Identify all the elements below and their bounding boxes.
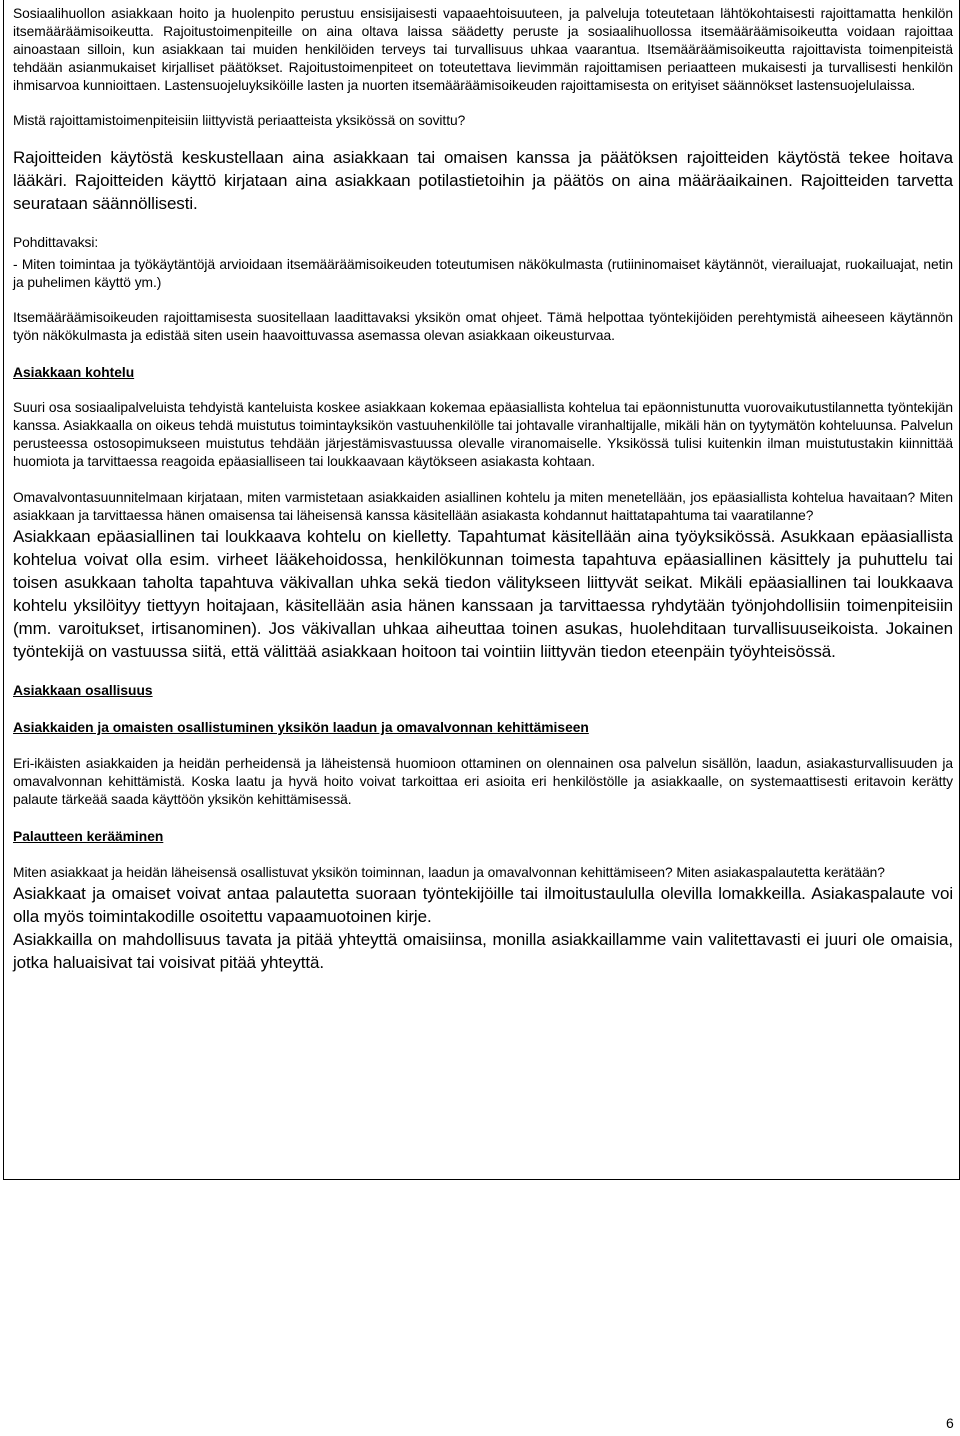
heading-osallistuminen: Asiakkaiden ja omaisten osallistuminen yksikön laadun ja omavalvonnan kehittämiseen [13, 720, 589, 735]
question-appropriate-treatment: Omavalvontasuunnitelmaan kirjataan, miten varmistetaan asiakkaiden asiallinen kohtelu ja miten menetellään, jos epäasiallista kohtelua havaitaan? Miten asiakkaan ja tarvittaessa hänen omaisensa tai läheisensä kanssa käsitellään asiakasta kohdannut haittatapahtuma tai vaaratilanne? [13, 490, 953, 523]
paragraph-own-guidelines: Itsemääräämisoikeuden rajoittamisesta suositellaan laadittavaksi yksikön omat ohjeet. Tämä helpottaa työntekijöiden perehtymistä aiheeseen käytännön työn näkökulmasta ja edistää siten usein haavoittuvassa asemassa olevan asiakkaan oikeusturvaa. [13, 310, 953, 343]
answer-feedback-contacts: Asiakkailla on mahdollisuus tavata ja pitää yhteyttä omaisiinsa, monilla asiakkaillamme vain valitettavasti ei juuri ole omaisia, jotka haluaisivat tai voisivat pitää yhteyttä. [13, 930, 953, 972]
answer-feedback-forms: Asiakkaat ja omaiset voivat antaa palautetta suoraan työntekijöille tai ilmoitustaululla olevilla lomakkeilla. Asiakaspalaute voi olla myös toimintakodille osoitettu vapaamuotoinen kirje. [13, 884, 953, 926]
answer-appropriate-treatment: Asiakkaan epäasiallinen tai loukkaava kohtelu on kielletty. Tapahtumat käsitellään aina työyksikössä. Asukkaan epäasiallista kohtelua voivat olla esim. virheet lääkehoidossa, henkilökunnan toimesta tapahtuva epäasiallinen käsittely ja puhuttelu tai toisen asukkaan taholta tapahtuva väkivallan uhka sekä tiedon välitykseen liittyvät seikat. Mikäli epäasiallinen tai loukkaava kohtelu yksilöityy tiettyyn hoitajaan, käsitellään asia hänen kanssaan ja tarvittaessa ryhdytään työnjohdollisiin toimenpiteisiin (mm. varoitukset, irtisanominen). Jos väkivallan uhkaa aiheuttaa toinen asukas, huolehditaan turvallisuuseikoista. Jokainen työntekijä on vastuussa siitä, että välittää asiakkaan hoitoon tai vointiin liittyvän tiedon eteenpäin työyhteisössä. [13, 527, 953, 661]
page-number: 6 [946, 1415, 954, 1431]
heading-asiakkaan-kohtelu: Asiakkaan kohtelu [13, 365, 135, 380]
heading-asiakkaan-osallisuus: Asiakkaan osallisuus [13, 683, 153, 698]
content-frame [3, 0, 960, 1180]
pohdittavaksi-label: Pohdittavaksi: [13, 235, 99, 250]
answer-restriction-principles: Rajoitteiden käytöstä keskustellaan aina asiakkaan tai omaisen kanssa ja päätöksen rajoitteiden käytöstä tekee hoitava lääkäri. Rajoitteiden käyttö kirjataan aina asiakkaan potilastietoihin ja päätös on aina määräaikainen. Rajoitteiden tarvetta seurataan säännöllisesti. [13, 148, 953, 213]
heading-palautteen-kerääminen: Palautteen kerääminen [13, 829, 164, 844]
content-area [13, 5, 953, 974]
question-feedback: Miten asiakkaat ja heidän läheisensä osallistuvat yksikön toiminnan, laadun ja omavalvonnan kehittämiseen? Miten asiakaspalautetta kerätään? [13, 865, 885, 880]
paragraph-participation: Eri-ikäisten asiakkaiden ja heidän perheidensä ja läheistensä huomioon ottaminen on olennainen osa palvelun sisällön, laadun, asiakasturvallisuuden ja omavalvonnan kehittämistä. Koska laatu ja hyvä hoito voivat tarkoittaa eri asioita eri henkilöstölle ja asiakkaalle, on systemaattisesti eritavoin kerätty palaute tärkeää saada käyttöön yksikön kehittämisessä. [13, 756, 953, 807]
question-restriction-principles: Mistä rajoittamistoimenpiteisiin liittyvistä periaatteista yksikössä on sovittu? [13, 113, 466, 128]
paragraph-complaints: Suuri osa sosiaalipalveluista tehdyistä kanteluista koskee asiakkaan kokemaa epäasiallista kohtelua tai epäonnistunutta vuorovaikutustilannetta työntekijän kanssa. Asiakkaalla on oikeus tehdä muistutus toimintayksikön vastuuhenkilölle tai johtavalle viranhaltijalle, mikäli hän on tyytymätön kohteluunsa. Palvelun perusteessa ostosopimukseen muistutus tehdään järjestämisvastuussa olevalle viranomaiselle. Yksikössä tulisi kuitenkin ilman muistutustakin kiinnittää huomiota ja tarvittaessa reagoida epäasialliseen tai loukkaavaan käytökseen asiakasta kohtaan. [13, 400, 953, 469]
paragraph-restrictions-intro: Sosiaalihuollon asiakkaan hoito ja huolenpito perustuu ensisijaisesti vapaaehtoisuuteen, ja palveluja toteutetaan lähtökohtaisesti rajoittamatta henkilön itsemääräämisoikeutta. Rajoitustoimenpiteille on aina oltava laissa säädetty peruste ja sosiaalihuollossa itsemääräämisoikeutta voidaan rajoittaa ainoastaan silloin, kun asiakkaan tai muiden henkilöiden terveys tai turvallisuus uhkaa vaarantua. Itsemääräämisoikeutta rajoittavista toimenpiteistä tehdään asianmukaiset kirjalliset päätökset. Rajoitustoimenpiteet on toteutettava lievimmän rajoittamisen periaatteen mukaisesti ja turvallisesti henkilön ihmisarvoa kunnioittaen. Lastensuojeluyksiköille lasten ja nuorten itsemääräämisoikeuden rajoittamisesta on erityiset säännökset lastensuojelulaissa. [13, 6, 953, 93]
pohdittavaksi-text: - Miten toimintaa ja työkäytäntöjä arvioidaan itsemääräämisoikeuden toteutumisen näkökulmasta (rutiininomaiset käytännöt, vierailuajat, ruokailuajat, netin ja puhelimen käyttö ym.) [13, 257, 953, 290]
